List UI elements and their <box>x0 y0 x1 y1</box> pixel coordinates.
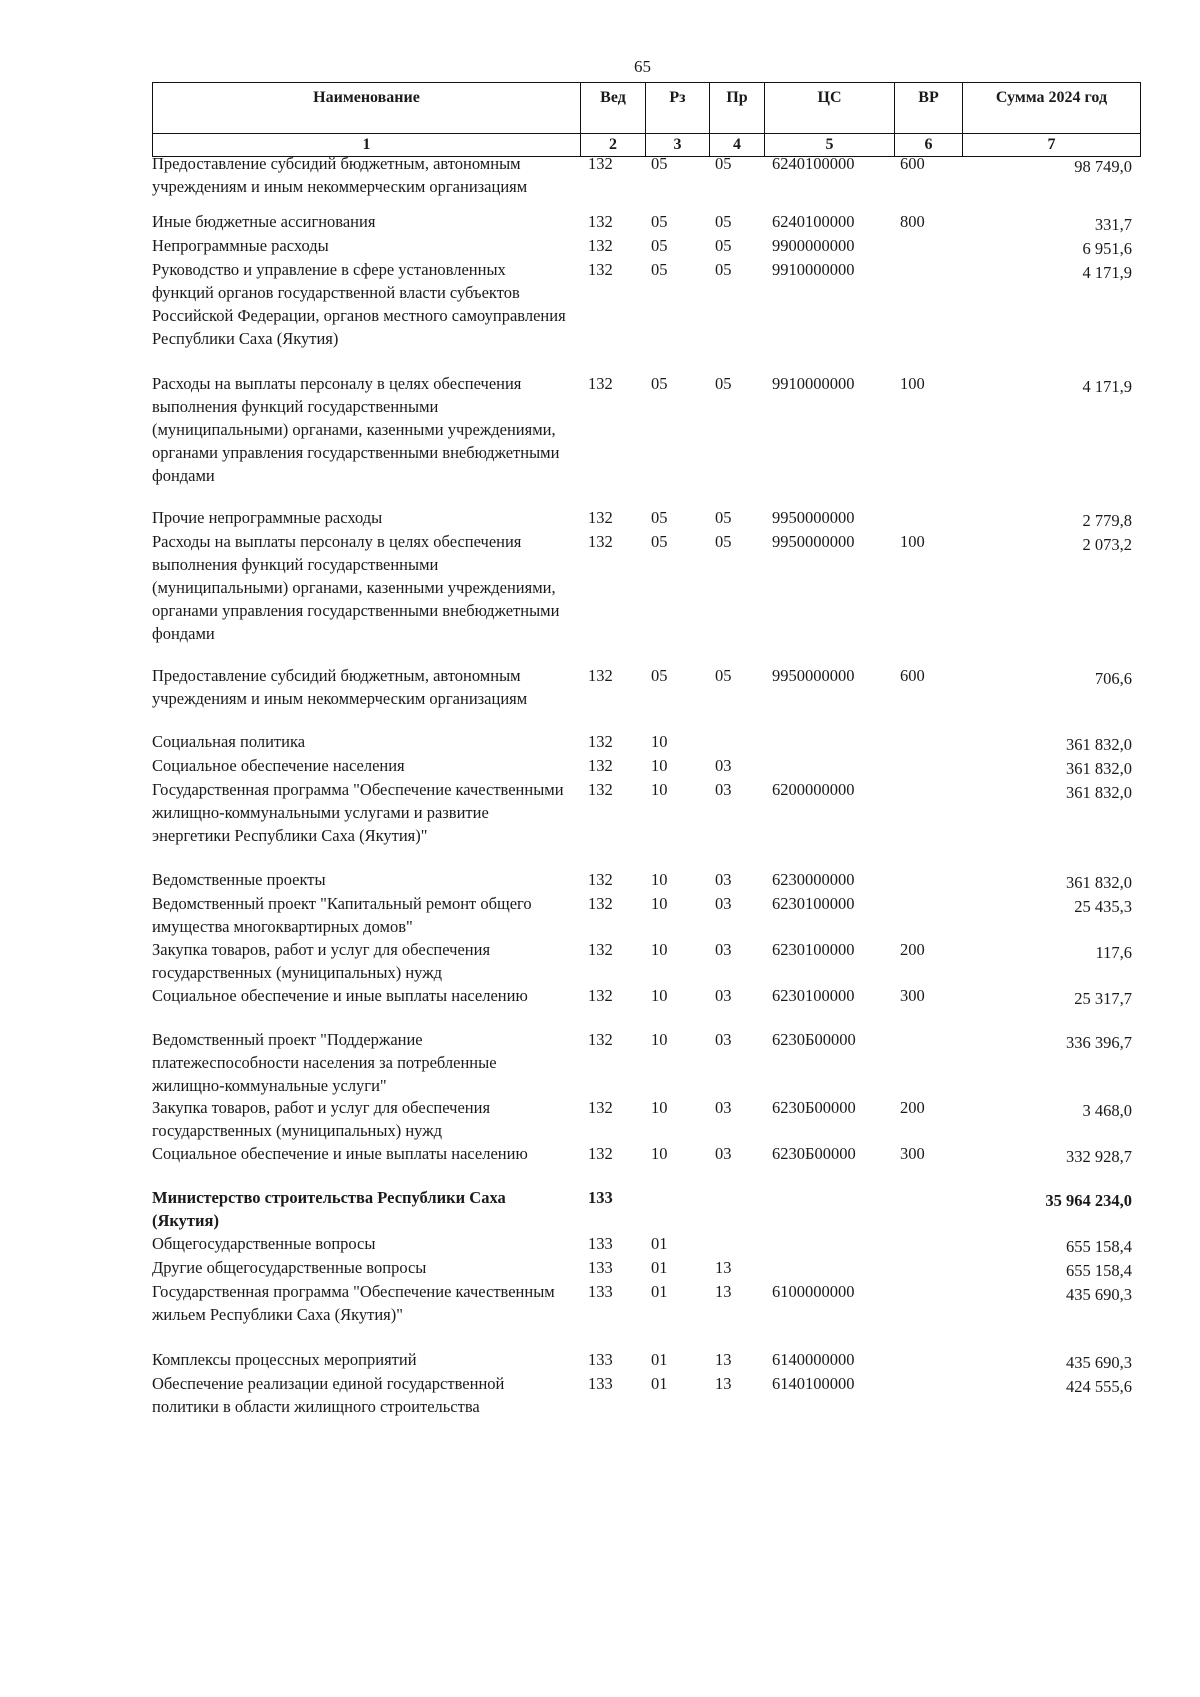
header-vr: ВР <box>895 83 963 134</box>
row-pr: 05 <box>715 236 732 255</box>
row-vr <box>894 1256 962 1282</box>
row-rz: 10 <box>651 780 668 799</box>
row-rz: 05 <box>651 260 668 279</box>
row-cs <box>764 1256 894 1282</box>
row-cs: 9950000000 <box>772 532 855 551</box>
row-ved: 132 <box>588 870 613 889</box>
table-row <box>152 1280 1140 1326</box>
row-vr <box>894 234 962 260</box>
header-ved: Вед <box>581 83 646 134</box>
row-cs <box>764 730 894 756</box>
row-rz: 05 <box>651 508 668 527</box>
row-name: Закупка товаров, работ и услуг для обеспечения государственных (муниципальных) нужд <box>152 940 491 982</box>
row-vr: 200 <box>900 940 925 959</box>
row-sum: 435 690,3 <box>1066 1285 1132 1304</box>
row-rz: 10 <box>651 732 668 751</box>
row-pr: 03 <box>715 1144 732 1163</box>
row-pr: 03 <box>715 756 732 775</box>
row-pr: 13 <box>715 1282 732 1301</box>
header-name: Наименование <box>153 83 581 134</box>
row-rz: 10 <box>651 1030 668 1049</box>
row-pr <box>709 1186 764 1232</box>
row-ved: 133 <box>588 1258 613 1277</box>
table-row <box>152 1028 1140 1097</box>
row-sum: 435 690,3 <box>1066 1353 1132 1372</box>
row-name: Государственная программа "Обеспечение качественными жилищно-коммунальными услугами и развитие энергетики Республики Саха (Якутия)" <box>152 780 564 845</box>
row-name: Предоставление субсидий бюджетным, автономным учреждениям и иным некоммерческим организациям <box>152 154 528 196</box>
table-row <box>152 664 1140 710</box>
row-ved: 133 <box>588 1234 613 1253</box>
table-row <box>152 778 1140 847</box>
row-cs: 6140000000 <box>772 1350 855 1369</box>
row-cs <box>764 1232 894 1258</box>
row-vr <box>894 730 962 756</box>
table-row <box>152 1186 1140 1232</box>
row-name: Расходы на выплаты персоналу в целях обеспечения выполнения функций государственными (муниципальными) органами, казенными учреждениями, органами управления государственными внебюджетными фондами <box>152 532 560 643</box>
row-rz: 05 <box>651 154 668 173</box>
row-name: Предоставление субсидий бюджетным, автономным учреждениям и иным некоммерческим организациям <box>152 666 528 708</box>
row-rz: 10 <box>651 756 668 775</box>
row-ved: 133 <box>588 1374 613 1393</box>
row-ved: 132 <box>588 212 613 231</box>
table-row <box>152 892 1140 938</box>
row-pr: 03 <box>715 780 732 799</box>
row-cs: 9910000000 <box>772 374 855 393</box>
row-cs <box>764 1186 894 1232</box>
row-name: Государственная программа "Обеспечение качественным жильем Республики Саха (Якутия)" <box>152 1282 555 1324</box>
row-pr: 03 <box>715 940 732 959</box>
row-cs: 6230Б00000 <box>772 1144 856 1163</box>
header-sum: Сумма 2024 год <box>963 83 1141 134</box>
table-row <box>152 1142 1140 1168</box>
page-number: 65 <box>634 57 651 76</box>
table-row <box>152 730 1140 756</box>
table-row <box>152 1256 1140 1282</box>
row-name: Министерство строительства Республики Саха (Якутия) <box>152 1188 506 1230</box>
row-vr <box>894 1232 962 1258</box>
row-rz: 10 <box>651 1098 668 1117</box>
table-row <box>152 1232 1140 1258</box>
row-sum: 2 779,8 <box>1082 511 1132 530</box>
row-pr: 05 <box>715 374 732 393</box>
row-vr: 100 <box>900 532 925 551</box>
row-name: Руководство и управление в сфере установленных функций органов государственной власти субъектов Российской Федерации, органов местного самоуправления Республики Саха (Якутия) <box>152 260 566 348</box>
row-vr: 100 <box>900 374 925 393</box>
row-vr <box>894 258 962 350</box>
table-row <box>152 984 1140 1010</box>
row-ved: 132 <box>588 1030 613 1049</box>
row-sum: 706,6 <box>1094 669 1132 688</box>
row-ved: 133 <box>588 1188 613 1207</box>
row-rz: 05 <box>651 532 668 551</box>
row-pr <box>709 730 764 756</box>
header-num-2: 2 <box>581 134 646 157</box>
header-num-5: 5 <box>765 134 895 157</box>
row-pr: 13 <box>715 1350 732 1369</box>
row-pr: 13 <box>715 1258 732 1277</box>
table-row <box>152 210 1140 236</box>
row-rz: 10 <box>651 1144 668 1163</box>
row-ved: 132 <box>588 1098 613 1117</box>
row-cs: 9950000000 <box>772 508 855 527</box>
row-pr: 05 <box>715 666 732 685</box>
row-pr: 03 <box>715 1030 732 1049</box>
row-sum: 2 073,2 <box>1082 535 1132 554</box>
row-name: Общегосударственные вопросы <box>152 1234 376 1253</box>
row-pr: 03 <box>715 870 732 889</box>
row-name: Социальное обеспечение населения <box>152 756 405 775</box>
row-cs: 6230100000 <box>772 894 855 913</box>
row-cs: 6140100000 <box>772 1374 855 1393</box>
row-pr <box>709 1232 764 1258</box>
row-ved: 132 <box>588 986 613 1005</box>
row-name: Комплексы процессных мероприятий <box>152 1350 417 1369</box>
header-num-1: 1 <box>153 134 581 157</box>
row-rz: 01 <box>651 1374 668 1393</box>
row-vr <box>894 1372 962 1418</box>
header-num-3: 3 <box>646 134 710 157</box>
table-row <box>152 506 1140 532</box>
row-rz: 05 <box>651 374 668 393</box>
row-name: Закупка товаров, работ и услуг для обеспечения государственных (муниципальных) нужд <box>152 1098 491 1140</box>
row-ved: 132 <box>588 260 613 279</box>
header-cs: ЦС <box>765 83 895 134</box>
row-pr: 05 <box>715 212 732 231</box>
row-name: Непрограммные расходы <box>152 236 329 255</box>
row-ved: 133 <box>588 1350 613 1369</box>
table-row <box>152 938 1140 984</box>
row-cs: 9950000000 <box>772 666 855 685</box>
row-rz: 05 <box>651 666 668 685</box>
row-vr: 300 <box>900 1144 925 1163</box>
row-pr: 03 <box>715 894 732 913</box>
table-row <box>152 868 1140 894</box>
header-num-7: 7 <box>963 134 1141 157</box>
row-sum: 98 749,0 <box>1074 157 1132 176</box>
table-row <box>152 1348 1140 1374</box>
row-ved: 132 <box>588 732 613 751</box>
table-row <box>152 754 1140 780</box>
row-cs: 6230Б00000 <box>772 1098 856 1117</box>
row-rz <box>645 1186 709 1232</box>
table-header <box>152 82 1141 157</box>
row-ved: 132 <box>588 154 613 173</box>
header-rz: Рз <box>646 83 710 134</box>
row-vr: 600 <box>900 154 925 173</box>
row-ved: 132 <box>588 1144 613 1163</box>
row-rz: 05 <box>651 236 668 255</box>
row-vr: 200 <box>900 1098 925 1117</box>
row-name: Ведомственный проект "Капитальный ремонт общего имущества многоквартирных домов" <box>152 894 532 936</box>
row-sum: 336 396,7 <box>1066 1033 1132 1052</box>
row-ved: 132 <box>588 666 613 685</box>
header-num-6: 6 <box>895 134 963 157</box>
row-rz: 05 <box>651 212 668 231</box>
row-vr <box>894 1028 962 1097</box>
row-vr <box>894 868 962 894</box>
row-sum: 361 832,0 <box>1066 759 1132 778</box>
row-name: Социальная политика <box>152 732 306 751</box>
row-sum: 424 555,6 <box>1066 1377 1132 1396</box>
row-sum: 117,6 <box>1095 943 1132 962</box>
row-ved: 132 <box>588 780 613 799</box>
row-cs <box>764 754 894 780</box>
row-pr: 03 <box>715 1098 732 1117</box>
row-name: Ведомственный проект "Поддержание платежеспособности населения за потребленные жилищно-коммунальные услуги" <box>152 1030 497 1095</box>
row-cs: 9910000000 <box>772 260 855 279</box>
row-vr <box>894 778 962 847</box>
row-vr <box>894 754 962 780</box>
row-cs: 6230Б00000 <box>772 1030 856 1049</box>
table-row <box>152 234 1140 260</box>
row-cs: 6200000000 <box>772 780 855 799</box>
row-cs: 6240100000 <box>772 154 855 173</box>
row-name: Иные бюджетные ассигнования <box>152 212 376 231</box>
row-sum: 361 832,0 <box>1066 783 1132 802</box>
row-pr: 13 <box>715 1374 732 1393</box>
row-sum: 361 832,0 <box>1066 735 1132 754</box>
row-name: Социальное обеспечение и иные выплаты населению <box>152 986 528 1005</box>
header-pr: Пр <box>710 83 765 134</box>
row-ved: 132 <box>588 940 613 959</box>
row-sum: 361 832,0 <box>1066 873 1132 892</box>
table-row <box>152 530 1140 645</box>
row-vr <box>894 1280 962 1326</box>
row-rz: 10 <box>651 870 668 889</box>
row-vr: 300 <box>900 986 925 1005</box>
row-name: Расходы на выплаты персоналу в целях обеспечения выполнения функций государственными (муниципальными) органами, казенными учреждениями, органами управления государственными внебюджетными фондами <box>152 374 560 485</box>
row-name: Другие общегосударственные вопросы <box>152 1258 427 1277</box>
row-vr <box>894 1348 962 1374</box>
row-sum: 25 435,3 <box>1074 897 1132 916</box>
table-row <box>152 372 1140 487</box>
row-ved: 132 <box>588 236 613 255</box>
row-rz: 10 <box>651 986 668 1005</box>
row-vr: 600 <box>900 666 925 685</box>
row-sum: 4 171,9 <box>1082 263 1132 282</box>
row-vr <box>894 506 962 532</box>
row-pr: 03 <box>715 986 732 1005</box>
row-pr: 05 <box>715 260 732 279</box>
row-sum: 6 951,6 <box>1082 239 1132 258</box>
header-num-4: 4 <box>710 134 765 157</box>
row-pr: 05 <box>715 154 732 173</box>
row-sum: 655 158,4 <box>1066 1237 1132 1256</box>
row-name: Ведомственные проекты <box>152 870 326 889</box>
row-cs: 6230000000 <box>772 870 855 889</box>
row-ved: 132 <box>588 756 613 775</box>
row-rz: 01 <box>651 1350 668 1369</box>
row-vr: 800 <box>900 212 925 231</box>
table-row <box>152 258 1140 350</box>
row-rz: 01 <box>651 1234 668 1253</box>
table-row <box>152 1096 1140 1142</box>
row-pr: 05 <box>715 508 732 527</box>
row-name: Обеспечение реализации единой государственной политики в области жилищного строительства <box>152 1374 505 1416</box>
row-vr <box>894 892 962 938</box>
row-sum: 655 158,4 <box>1066 1261 1132 1280</box>
row-rz: 01 <box>651 1282 668 1301</box>
row-ved: 132 <box>588 532 613 551</box>
row-ved: 132 <box>588 508 613 527</box>
row-name: Социальное обеспечение и иные выплаты населению <box>152 1144 528 1163</box>
row-rz: 10 <box>651 894 668 913</box>
row-cs: 9900000000 <box>772 236 855 255</box>
row-sum: 332 928,7 <box>1066 1147 1132 1166</box>
row-vr <box>894 1186 962 1232</box>
table-row <box>152 1372 1140 1418</box>
row-ved: 132 <box>588 894 613 913</box>
row-sum: 25 317,7 <box>1074 989 1132 1008</box>
row-sum: 331,7 <box>1094 215 1132 234</box>
row-cs: 6100000000 <box>772 1282 855 1301</box>
row-cs: 6230100000 <box>772 940 855 959</box>
row-cs: 6230100000 <box>772 986 855 1005</box>
row-sum: 3 468,0 <box>1082 1101 1132 1120</box>
row-name: Прочие непрограммные расходы <box>152 508 383 527</box>
row-rz: 01 <box>651 1258 668 1277</box>
row-rz: 10 <box>651 940 668 959</box>
row-sum: 35 964 234,0 <box>1045 1191 1132 1210</box>
row-ved: 132 <box>588 374 613 393</box>
table-row <box>152 152 1140 198</box>
row-cs: 6240100000 <box>772 212 855 231</box>
row-ved: 133 <box>588 1282 613 1301</box>
row-sum: 4 171,9 <box>1082 377 1132 396</box>
row-pr: 05 <box>715 532 732 551</box>
